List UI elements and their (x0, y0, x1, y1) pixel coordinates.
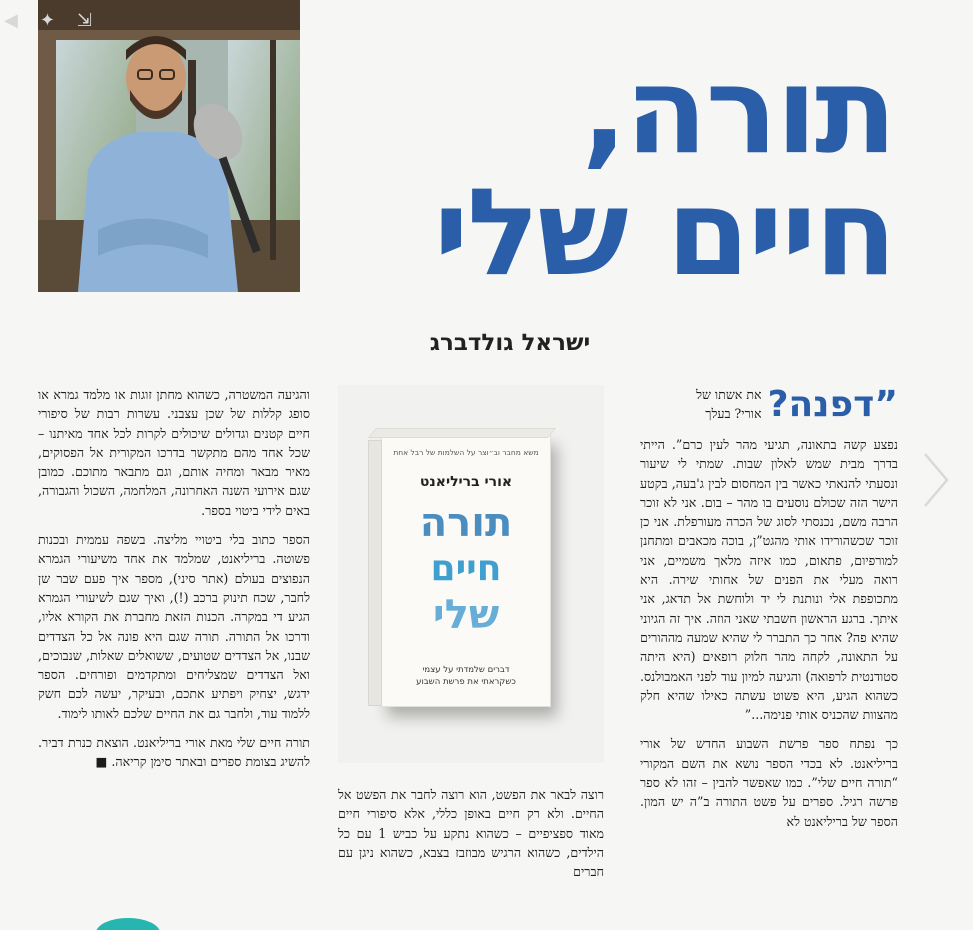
book-title-line-1: תורה (419, 500, 513, 546)
book-tagline: משא מחבר וב״וצר על השלמות של רבל אחת (393, 448, 539, 457)
article-author: ישראל גולדברג (429, 330, 591, 356)
column-middle (338, 785, 604, 891)
author-photo (38, 0, 300, 292)
book-subtitle-line-2: כשקראתי את פרשת השבוע (416, 677, 516, 687)
viewer-toolbar (0, 0, 160, 42)
fullscreen-icon[interactable]: ⇲ (76, 10, 93, 31)
book-subtitle (390, 664, 542, 688)
article-title (315, 42, 895, 303)
title-line-2: חיים שלי (433, 164, 895, 303)
column-right (640, 385, 898, 841)
book-top-edge (368, 428, 556, 438)
back-arrow-icon[interactable]: ◀ (4, 10, 18, 31)
pull-quote-header (640, 385, 898, 433)
pull-quote-small-line-1: את אשתו של (696, 387, 762, 402)
paragraph: והגיעה המשטרה, כשהוא מחתן זוגות או מלמד גמרא או סופג קללות של שכן עצבני. עשרות רבות של סיפורי חיים קטנים וגדולים שיכולים לקרות לכל אחד מאיתנו – שכל אחד מהם מתקשר בדרכו המקורית אל הפסוקים, מאיר מבאר ומחיה אותם, וגם מתבאר מתוכם. כמובן שגם אירועי השנה האחרונה, המלחמה, השכול והגבורה, באים לידי ביטוי בספר. (38, 387, 310, 518)
book-subtitle-line-1: דברים שלמדתי על עצמי (422, 665, 510, 675)
book-title-line-3: שלי (432, 592, 500, 638)
book-cover (381, 435, 551, 707)
pull-quote-small (696, 385, 761, 423)
paragraph: תורה חיים שלי מאת אורי בריליאנט. הוצאת כנרת דביר. להשיג בצומת ספרים ובאתר סימן קריאה. ■ (38, 735, 310, 770)
book-cover-area (338, 385, 604, 763)
teal-decoration (96, 918, 160, 930)
forward-arrow-icon[interactable]: ✦ (39, 10, 55, 31)
author-photo-image (38, 0, 300, 292)
book-title-line-2: חיים (430, 548, 502, 589)
paragraph: הספר כתוב בלי ביטויי מליצה. בשפה עממית ובכנות פשוטה. בריליאנט, שמלמד את אחד משיעורי הגמרא הנפוצים בעולם (אתר סיני), מספר איך פעם שבר שן לחבר, שכח תינוק ברכב (!), ואיך שגם לשיעורי הגמרא הגיע די במקרה. הכנות הזאת מחברת את הקורא אליו, ודרכו אל התורה. תורה שגם היא פונה אל כל הצדדים שבנו, אל הצדדים שטועים, ששואלים שאלות, שנבוכים, ואל הצדדים שמצליחים ומתקדמים ופורחים. הספר ידגש, יצחיק ויפתיע אתכם, ובעיקר, יעשה לכם חשק ללמוד עוד, ולחבר גם את החיים שלכם לאותו לימוד. (38, 532, 310, 721)
book-title (388, 500, 544, 638)
chevron-right-icon[interactable] (921, 450, 951, 510)
book-spine (368, 440, 382, 706)
column-left (38, 385, 310, 782)
paragraph: רוצה לבאר את הפשט, הוא רוצה לחבר את הפשט אל החיים. ולא רק חיים באופן כללי, אלא סיפורי חיים מאוד ספציפיים – כשהוא נתקע על כביש 1 עם כל הילדים, כשהוא הרגיש מבוזבז בצבא, כשהוא ניגן עם חברים (338, 787, 605, 880)
pull-quote-small-line-2: אורי? בעלך (705, 406, 762, 421)
paragraph: כך נפתח ספר פרשת השבוע החדש של אורי בריליאנט. לא בכדי הספר נושא את השם המקורי “תורה חיים שלי”. כמו שאפשר להבין – זהו לא ספר פרשה רגיל. ספרים על פשט התורה ב”ה יש המון. הספר של בריליאנט לא (640, 736, 898, 829)
pull-quote-big: ”דפנה? (767, 384, 898, 425)
title-line-1: תורה, (581, 42, 895, 181)
paragraph: נפצע קשה בתאונה, תגיעי מהר לעין כרם”. הייתי בדרך מבית שמש לאלון שבות. שמתי לי שיעור ונסעתי להנאתי כאשר בין המחסום לבין ג'בעה, בקטע הישר הזה שכולם נוסעים בו מהר – בום. אני לא זוכר הרבה משם, נכנסתי לסוג של הכרה מעורפלת. אני כן זוכר שכשהורידו אותי מהגט”ן, בוכה מכאבים ומתחנן למורפיום, פתאום, כמו איזה מלאך משמיים, אני רואה מעלי את הפנים של אחותי שירה. היא מתכופפת אלי ונותנת לי יד ולוחשת אל תדאג, אני איתך. ברגע הראשון חשבתי שאני הוזה. איך זה הגיוני שהיא פה? אחר כך התברר לי שהיא שמעה מההורים על התאונה, לקחה מהר חלוק רופאים (היא היתה סטודנטית לרפואה) והגיעה למיון עוד לפני האמבולנס. כשהוא הגיע, היא פשוט עשתה כאילו שהיא חלק מהצוות שהכניס אותי פנימה...” (640, 437, 898, 723)
book-author: אורי בריליאנט (419, 474, 513, 490)
